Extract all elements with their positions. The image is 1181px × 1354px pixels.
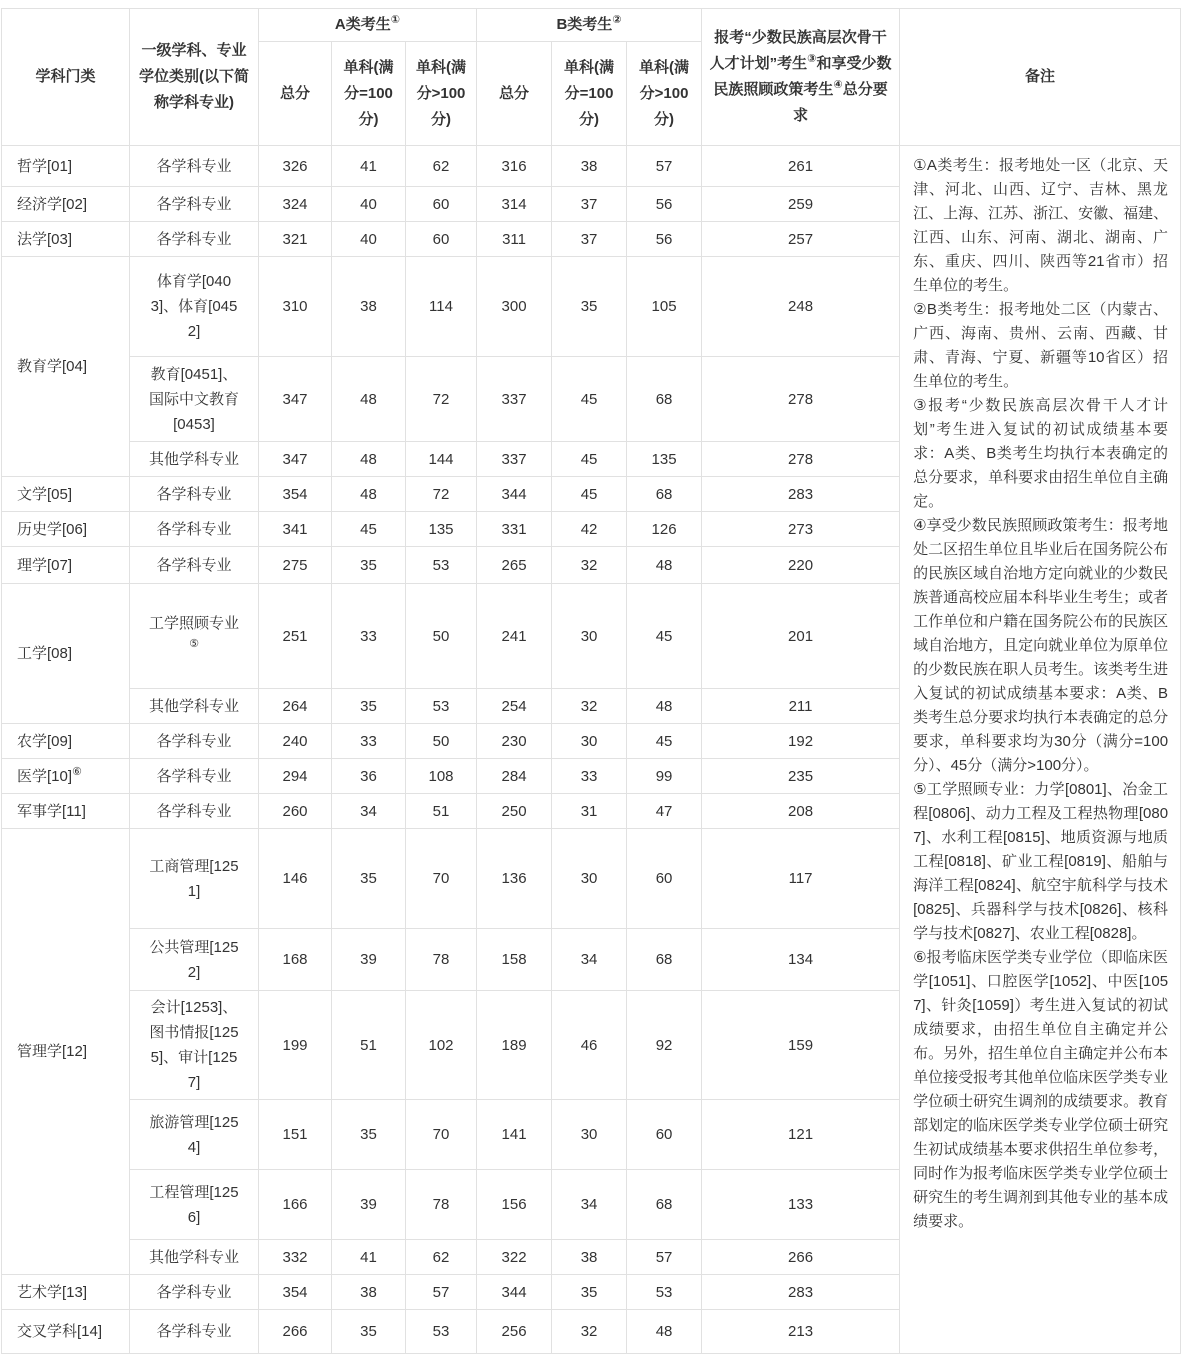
b-single-gt100-cell: 99 (627, 759, 702, 794)
a-total-cell: 251 (259, 584, 332, 689)
a-total-cell: 324 (259, 187, 332, 222)
b-single-eq100-cell: 42 (552, 512, 627, 547)
discipline-cell (130, 991, 259, 1100)
a-single-gt100-cell: 51 (406, 794, 477, 829)
discipline-cell (130, 222, 259, 257)
minority-total-cell: 208 (702, 794, 900, 829)
category-label: 交叉学科[14] (17, 1323, 103, 1340)
b-total-cell: 314 (477, 187, 552, 222)
a-single-gt100-cell: 53 (406, 547, 477, 584)
a-single-gt100-cell: 70 (406, 1100, 477, 1170)
discipline-cell (130, 442, 259, 477)
b-single-eq100-cell: 34 (552, 929, 627, 991)
discipline-cell (130, 357, 259, 442)
category-label: 农学[09] (17, 732, 73, 750)
remarks-cell (900, 146, 1181, 1354)
category-label: 管理学[12] (17, 1043, 88, 1060)
a-total-cell: 310 (259, 257, 332, 357)
b-single-eq100-cell: 31 (552, 794, 627, 829)
discipline-cell (130, 146, 259, 187)
b-total-cell: 344 (477, 477, 552, 512)
minority-total-cell: 283 (702, 477, 900, 512)
discipline-label: 工程管理[1256] (149, 1183, 239, 1226)
b-single-eq100-cell: 37 (552, 187, 627, 222)
a-single-gt100-cell: 135 (406, 512, 477, 547)
b-single-eq100-cell: 37 (552, 222, 627, 257)
b-total-cell: 300 (477, 257, 552, 357)
minority-total-cell: 261 (702, 146, 900, 187)
b-single-eq100-cell: 45 (552, 477, 627, 512)
category-cell (2, 222, 130, 257)
discipline-label: 各学科专业 (156, 157, 232, 175)
discipline-cell (130, 1240, 259, 1275)
category-cell (2, 584, 130, 724)
b-total-cell: 322 (477, 1240, 552, 1275)
header-category: 学科门类 (2, 9, 130, 146)
category-cell (2, 724, 130, 759)
discipline-cell (130, 794, 259, 829)
category-cell (2, 829, 130, 1275)
b-total-cell: 265 (477, 547, 552, 584)
discipline-label: 其他学科专业 (148, 1248, 239, 1266)
category-label: 工学[08] (17, 645, 73, 662)
discipline-cell (130, 759, 259, 794)
minority-total-cell: 213 (702, 1310, 900, 1354)
minority-total-cell: 134 (702, 929, 900, 991)
a-single-gt100-cell: 53 (406, 689, 477, 724)
a-single-gt100-cell: 108 (406, 759, 477, 794)
minority-total-cell: 257 (702, 222, 900, 257)
b-single-eq100-cell: 35 (552, 1275, 627, 1310)
header-remarks: 备注 (900, 9, 1181, 146)
discipline-cell (130, 1310, 259, 1354)
discipline-label: 各学科专业 (156, 485, 232, 503)
category-cell (2, 547, 130, 584)
discipline-cell (130, 724, 259, 759)
a-single-eq100-cell: 39 (332, 1170, 406, 1240)
discipline-footnote-ref: ⑤ (189, 638, 199, 650)
header-group-a (259, 9, 477, 42)
a-total-cell: 260 (259, 794, 332, 829)
b-single-eq100-cell: 34 (552, 1170, 627, 1240)
b-total-cell: 316 (477, 146, 552, 187)
a-total-cell: 294 (259, 759, 332, 794)
category-label: 军事学[11] (17, 802, 86, 820)
category-cell (2, 146, 130, 187)
a-total-cell: 354 (259, 477, 332, 512)
discipline-cell (130, 547, 259, 584)
a-total-cell: 266 (259, 1310, 332, 1354)
group-b-footnote-ref: ② (612, 14, 622, 26)
category-label: 文学[05] (17, 485, 73, 503)
a-single-eq100-cell: 33 (332, 584, 406, 689)
category-cell (2, 794, 130, 829)
discipline-cell (130, 929, 259, 991)
b-single-eq100-cell: 32 (552, 1310, 627, 1354)
a-single-eq100-cell: 40 (332, 222, 406, 257)
a-single-gt100-cell: 144 (406, 442, 477, 477)
remarks-paragraph: ①A类考生：报考地处一区（北京、天津、河北、山西、辽宁、吉林、黑龙江、上海、江苏、浙江、安徽、福建、江西、山东、河南、湖北、湖南、广东、重庆、四川、陕西等21省市）招生单位的考生。 (913, 157, 1169, 294)
b-single-gt100-cell: 47 (627, 794, 702, 829)
a-single-gt100-cell: 50 (406, 584, 477, 689)
b-single-gt100-cell: 60 (627, 829, 702, 929)
discipline-cell (130, 1170, 259, 1240)
b-total-cell: 284 (477, 759, 552, 794)
b-single-eq100-cell: 46 (552, 991, 627, 1100)
b-single-eq100-cell: 38 (552, 146, 627, 187)
b-total-cell: 241 (477, 584, 552, 689)
a-total-cell: 146 (259, 829, 332, 929)
a-single-gt100-cell: 114 (406, 257, 477, 357)
minority-total-cell: 248 (702, 257, 900, 357)
minority-label-part2: 和享受少数民族照顾政策考 (713, 55, 892, 98)
b-single-gt100-cell: 53 (627, 1275, 702, 1310)
discipline-label: 各学科专业 (156, 556, 232, 574)
group-a-label: A类考生 (334, 16, 391, 33)
b-total-cell: 337 (477, 357, 552, 442)
category-cell (2, 759, 130, 794)
a-single-gt100-cell: 60 (406, 222, 477, 257)
category-cell (2, 477, 130, 512)
minority-total-cell: 283 (702, 1275, 900, 1310)
header-a-single-gt100: 单科(满分>100分) (406, 42, 477, 146)
a-single-gt100-cell: 57 (406, 1275, 477, 1310)
discipline-label: 各学科专业 (156, 520, 232, 538)
b-single-gt100-cell: 135 (627, 442, 702, 477)
b-single-gt100-cell: 48 (627, 689, 702, 724)
b-single-eq100-cell: 45 (552, 357, 627, 442)
discipline-cell (130, 829, 259, 929)
header-minority-plan (702, 9, 900, 146)
a-total-cell: 341 (259, 512, 332, 547)
category-label: 理学[07] (17, 556, 73, 574)
discipline-label: 其他学科专业 (148, 697, 239, 715)
b-total-cell: 250 (477, 794, 552, 829)
a-single-gt100-cell: 102 (406, 991, 477, 1100)
b-total-cell: 256 (477, 1310, 552, 1354)
b-total-cell: 156 (477, 1170, 552, 1240)
b-total-cell: 189 (477, 991, 552, 1100)
discipline-cell (130, 187, 259, 222)
category-label: 教育学[04] (17, 358, 88, 375)
minority-footnote-ref-3: ③ (807, 53, 817, 65)
a-total-cell: 199 (259, 991, 332, 1100)
category-cell (2, 512, 130, 547)
discipline-cell (130, 257, 259, 357)
header-b-total: 总分 (477, 42, 552, 146)
a-single-eq100-cell: 38 (332, 1275, 406, 1310)
minority-footnote-ref-4: ④ (833, 79, 843, 91)
minority-total-cell: 273 (702, 512, 900, 547)
minority-total-cell: 192 (702, 724, 900, 759)
discipline-cell (130, 584, 259, 689)
a-single-eq100-cell: 39 (332, 929, 406, 991)
b-single-eq100-cell: 30 (552, 584, 627, 689)
minority-total-cell: 133 (702, 1170, 900, 1240)
category-cell (2, 1310, 130, 1354)
minority-total-cell: 121 (702, 1100, 900, 1170)
a-single-gt100-cell: 70 (406, 829, 477, 929)
b-single-eq100-cell: 32 (552, 689, 627, 724)
discipline-label: 各学科专业 (156, 1323, 232, 1340)
b-single-gt100-cell: 126 (627, 512, 702, 547)
b-single-gt100-cell: 57 (627, 146, 702, 187)
b-total-cell: 254 (477, 689, 552, 724)
table-row (2, 146, 1181, 187)
b-single-gt100-cell: 68 (627, 1170, 702, 1240)
b-single-eq100-cell: 30 (552, 724, 627, 759)
remarks-paragraph: ③报考“少数民族高层次骨干人才计划”考生进入复试的初试成绩基本要求：A类、B类考生均执行本表确定的总分要求，单科要求由招生单位自主确定。 (913, 397, 1169, 510)
b-single-eq100-cell: 30 (552, 1100, 627, 1170)
score-requirements-table (1, 8, 1181, 1354)
a-single-eq100-cell: 33 (332, 724, 406, 759)
a-total-cell: 347 (259, 357, 332, 442)
a-single-eq100-cell: 34 (332, 794, 406, 829)
b-total-cell: 331 (477, 512, 552, 547)
discipline-cell (130, 477, 259, 512)
discipline-label: 各学科专业 (156, 195, 232, 213)
a-single-eq100-cell: 36 (332, 759, 406, 794)
b-single-eq100-cell: 30 (552, 829, 627, 929)
minority-total-cell: 220 (702, 547, 900, 584)
a-single-eq100-cell: 35 (332, 689, 406, 724)
a-single-eq100-cell: 35 (332, 547, 406, 584)
a-single-gt100-cell: 72 (406, 357, 477, 442)
discipline-label: 工商管理[1251] (149, 857, 239, 900)
b-total-cell: 337 (477, 442, 552, 477)
a-single-eq100-cell: 48 (332, 442, 406, 477)
remarks-paragraph: ②B类考生：报考地处二区（内蒙古、广西、海南、贵州、云南、西藏、甘肃、青海、宁夏、新疆等10省区）招生单位的考生。 (913, 301, 1169, 390)
header-discipline: 一级学科、专业学位类别(以下简称学科专业) (130, 9, 259, 146)
b-total-cell: 344 (477, 1275, 552, 1310)
category-label: 哲学[01] (17, 157, 73, 175)
discipline-label: 体育学[0403]、体育[0452] (150, 273, 238, 340)
group-b-label: B类考生 (556, 16, 613, 33)
a-single-eq100-cell: 35 (332, 829, 406, 929)
discipline-label: 各学科专业 (156, 230, 232, 248)
b-total-cell: 311 (477, 222, 552, 257)
a-single-eq100-cell: 45 (332, 512, 406, 547)
b-single-eq100-cell: 45 (552, 442, 627, 477)
b-total-cell: 158 (477, 929, 552, 991)
minority-total-cell: 159 (702, 991, 900, 1100)
minority-label-part1: 报考“少数民族高层次骨干人才计划”考生 (709, 29, 887, 72)
discipline-label: 旅游管理[1254] (149, 1113, 239, 1156)
a-total-cell: 321 (259, 222, 332, 257)
a-single-gt100-cell: 78 (406, 929, 477, 991)
b-single-gt100-cell: 45 (627, 584, 702, 689)
b-total-cell: 230 (477, 724, 552, 759)
minority-label-part2-tail: 生 (818, 81, 834, 98)
a-total-cell: 275 (259, 547, 332, 584)
a-single-gt100-cell: 62 (406, 1240, 477, 1275)
score-table-body (2, 146, 1181, 1354)
a-single-eq100-cell: 38 (332, 257, 406, 357)
category-label: 医学[10] (17, 767, 73, 785)
b-single-eq100-cell: 35 (552, 257, 627, 357)
minority-total-cell: 201 (702, 584, 900, 689)
a-total-cell: 326 (259, 146, 332, 187)
a-single-gt100-cell: 62 (406, 146, 477, 187)
remarks-paragraph: ⑥报考临床医学类专业学位（即临床医学[1051]、口腔医学[1052]、中医[1057]、针灸[1059]）考生进入复试的初试成绩要求，由招生单位自主确定并公布。另外，招生单位自主确定并公布本单位接受报考其他单位临床医学类专业学位硕士研究生调剂的成绩要求。教育部划定的临床医学类专业学位硕士研究生初试成绩基本要求供招生单位参考，同时作为报考临床医学类专业学位硕士研究生的考生调剂到其他专业的基本成绩要求。 (913, 949, 1169, 1230)
a-total-cell: 332 (259, 1240, 332, 1275)
minority-total-cell: 117 (702, 829, 900, 929)
b-single-gt100-cell: 68 (627, 929, 702, 991)
discipline-cell (130, 689, 259, 724)
discipline-cell (130, 512, 259, 547)
minority-total-cell: 266 (702, 1240, 900, 1275)
header-b-single-gt100: 单科(满分>100分) (627, 42, 702, 146)
a-total-cell: 168 (259, 929, 332, 991)
a-total-cell: 166 (259, 1170, 332, 1240)
category-label: 艺术学[13] (17, 1283, 88, 1301)
category-footnote-ref: ⑥ (72, 765, 82, 778)
discipline-label: 会计[1253]、图书情报[1255]、审计[1257] (149, 999, 239, 1091)
a-single-gt100-cell: 78 (406, 1170, 477, 1240)
a-single-eq100-cell: 40 (332, 187, 406, 222)
b-single-gt100-cell: 105 (627, 257, 702, 357)
discipline-cell (130, 1100, 259, 1170)
category-label: 经济学[02] (17, 195, 88, 213)
minority-total-cell: 235 (702, 759, 900, 794)
category-label: 历史学[06] (17, 520, 88, 538)
discipline-label: 工学照顾专业 (148, 615, 239, 632)
b-single-eq100-cell: 33 (552, 759, 627, 794)
discipline-label: 教育[0451]、国际中文教育[0453] (148, 365, 239, 433)
b-single-eq100-cell: 38 (552, 1240, 627, 1275)
a-total-cell: 264 (259, 689, 332, 724)
b-single-gt100-cell: 48 (627, 1310, 702, 1354)
a-total-cell: 347 (259, 442, 332, 477)
a-single-gt100-cell: 72 (406, 477, 477, 512)
a-single-eq100-cell: 41 (332, 1240, 406, 1275)
a-total-cell: 240 (259, 724, 332, 759)
minority-total-cell: 259 (702, 187, 900, 222)
a-total-cell: 354 (259, 1275, 332, 1310)
b-single-gt100-cell: 68 (627, 477, 702, 512)
b-single-gt100-cell: 56 (627, 222, 702, 257)
b-single-gt100-cell: 45 (627, 724, 702, 759)
a-single-eq100-cell: 48 (332, 477, 406, 512)
category-cell (2, 1275, 130, 1310)
b-single-gt100-cell: 60 (627, 1100, 702, 1170)
a-single-eq100-cell: 35 (332, 1310, 406, 1354)
category-cell (2, 187, 130, 222)
a-single-eq100-cell: 51 (332, 991, 406, 1100)
b-total-cell: 141 (477, 1100, 552, 1170)
header-row-groups (2, 9, 1181, 42)
a-single-eq100-cell: 41 (332, 146, 406, 187)
b-single-gt100-cell: 48 (627, 547, 702, 584)
discipline-cell (130, 1275, 259, 1310)
group-a-footnote-ref: ① (390, 14, 401, 26)
header-group-b (477, 9, 702, 42)
remarks-paragraph: ④享受少数民族照顾政策考生：报考地处二区招生单位且毕业后在国务院公布的民族区域自治地方定向就业的少数民族普通高校应届本科毕业生考生；或者工作单位和户籍在国务院公布的民族区域自治地方，且定向就业单位为原单位的少数民族在职人员考生。该类考生进入复试的初试成绩基本要求：A类、B类考生总分要求均执行本表确定的总分要求，单科要求均为30分（满分=100分）、45分（满分>100分）。 (913, 517, 1169, 774)
discipline-label: 各学科专业 (156, 732, 232, 750)
category-label: 法学[03] (17, 230, 73, 248)
discipline-label: 各学科专业 (156, 1283, 232, 1301)
discipline-label: 各学科专业 (156, 802, 232, 820)
discipline-label: 各学科专业 (156, 767, 232, 785)
a-single-gt100-cell: 50 (406, 724, 477, 759)
minority-total-cell: 278 (702, 357, 900, 442)
header-b-single-eq100: 单科(满分=100分) (552, 42, 627, 146)
b-single-gt100-cell: 56 (627, 187, 702, 222)
header-a-single-eq100: 单科(满分=100分) (332, 42, 406, 146)
header-a-total: 总分 (259, 42, 332, 146)
b-total-cell: 136 (477, 829, 552, 929)
a-total-cell: 151 (259, 1100, 332, 1170)
remarks-paragraph: ⑤工学照顾专业：力学[0801]、冶金工程[0806]、动力工程及工程热物理[0807]、水利工程[0815]、地质资源与地质工程[0818]、矿业工程[0819]、船舶与海洋工程[0824]、航空宇航科学与技术[0825]、兵器科学与技术[0826]、核科学与技术[0827]、农业工程[0828]。 (913, 781, 1169, 942)
minority-total-cell: 278 (702, 442, 900, 477)
b-single-gt100-cell: 68 (627, 357, 702, 442)
discipline-label: 其他学科专业 (148, 450, 239, 468)
a-single-eq100-cell: 35 (332, 1100, 406, 1170)
b-single-gt100-cell: 57 (627, 1240, 702, 1275)
a-single-gt100-cell: 53 (406, 1310, 477, 1354)
category-cell (2, 257, 130, 477)
b-single-eq100-cell: 32 (552, 547, 627, 584)
minority-total-cell: 211 (702, 689, 900, 724)
b-single-gt100-cell: 92 (627, 991, 702, 1100)
discipline-label: 公共管理[1252] (149, 938, 239, 981)
minority-label-part3: 总分要求 (793, 81, 888, 124)
a-single-gt100-cell: 60 (406, 187, 477, 222)
a-single-eq100-cell: 48 (332, 357, 406, 442)
